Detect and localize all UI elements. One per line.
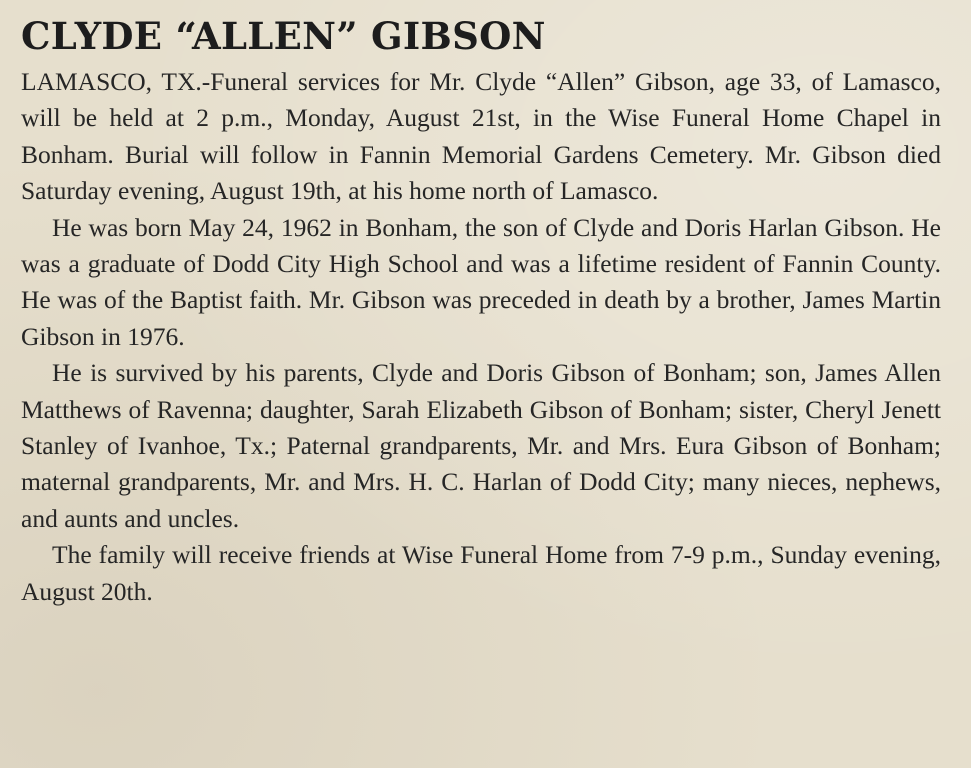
obituary-headline: CLYDE “ALLEN” GIBSON — [21, 14, 546, 58]
obituary-paragraph-survivors: He is survived by his parents, Clyde and Doris Gibson of Bonham; son, James Allen Matthews of Ravenna; daughter, Sarah Elizabeth Gibson of Bonham; sister, Cheryl Jenett Stanley of Ivanhoe, Tx.; Paternal grandparents, Mr. and Mrs. Eura Gibson of Bonham; maternal grandparents, Mr. and Mrs. H. C. Harlan of Dodd City; many nieces, nephews, and aunts and uncles. — [21, 358, 941, 533]
obituary-paragraph-visitation: The family will receive friends at Wise Funeral Home from 7-9 p.m., Sunday evening, August 20th. — [21, 540, 941, 606]
obituary-paragraph-biography: He was born May 24, 1962 in Bonham, the son of Clyde and Doris Harlan Gibson. He was a graduate of Dodd City High School and was a lifetime resident of Fannin County. He was of the Baptist faith. Mr. Gibson was preceded in death by a brother, James Martin Gibson in 1976. — [21, 212, 941, 351]
obituary-paragraph-services: LAMASCO, TX.-Funeral services for Mr. Clyde “Allen” Gibson, age 33, of Lamasco, will be held at 2 p.m., Monday, August 21st, in the Wise Funeral Home Chapel in Bonham. Burial will follow in Fannin Memorial Gardens Cemetery. Mr. Gibson died Saturday evening, August 19th, at his home north of Lamasco. — [21, 67, 941, 206]
